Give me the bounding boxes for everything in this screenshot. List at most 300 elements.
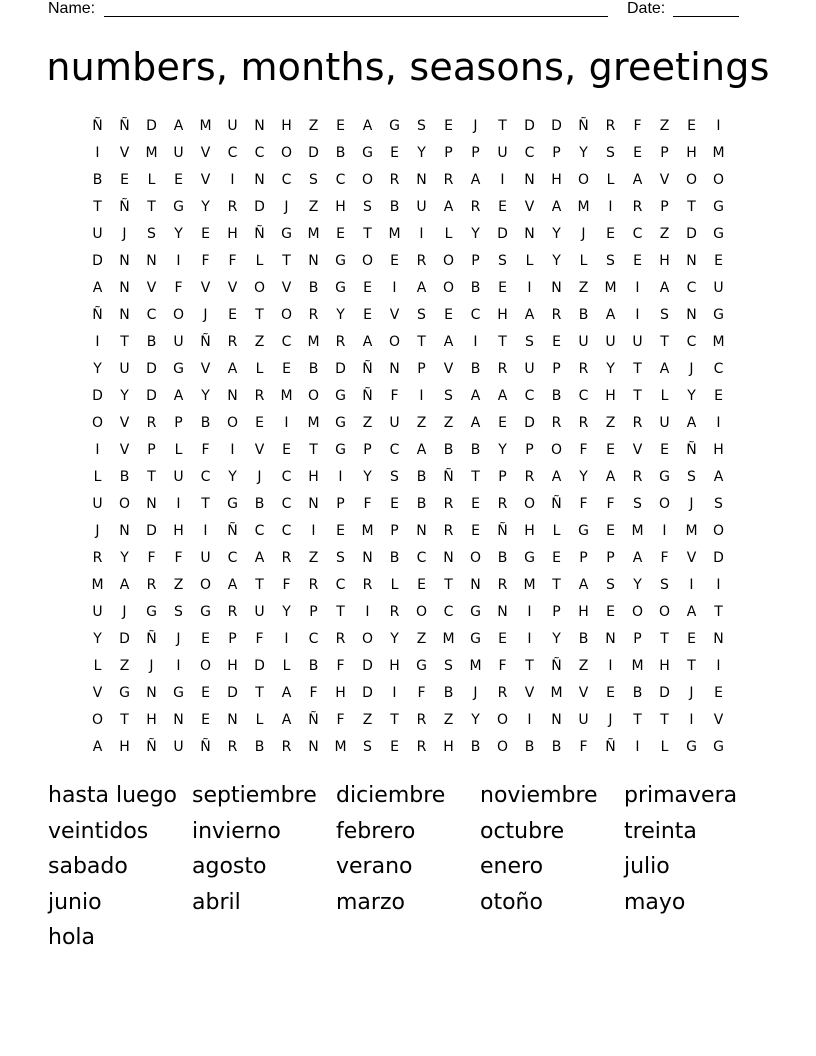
grid-letter: R: [227, 603, 238, 620]
grid-letter: D: [713, 549, 724, 566]
grid-letter: L: [390, 576, 399, 593]
grid-letter: R: [578, 414, 589, 431]
grid-letter: J: [581, 225, 586, 242]
grid-letter: H: [497, 306, 508, 323]
grid-letter: J: [689, 684, 694, 701]
grid-letter: Z: [362, 711, 373, 728]
grid-letter: P: [471, 252, 480, 269]
grid-letter: T: [363, 225, 372, 242]
grid-letter: B: [92, 171, 103, 188]
grid-letter: M: [685, 522, 698, 539]
grid-letter: A: [470, 387, 481, 404]
grid-letter: B: [389, 549, 400, 566]
grid-letter: L: [579, 252, 588, 269]
word-bank: [48, 780, 768, 958]
grid-letter: C: [443, 603, 454, 620]
grid-letter: S: [147, 225, 156, 242]
grid-letter: Ñ: [497, 522, 508, 539]
grid-letter: N: [227, 387, 238, 404]
grid-letter: T: [120, 711, 129, 728]
grid-letter: I: [203, 522, 208, 539]
grid-letter: B: [632, 684, 643, 701]
grid-letter: M: [442, 630, 455, 647]
grid-letter: B: [551, 387, 562, 404]
grid-letter: V: [119, 144, 130, 161]
grid-letter: A: [497, 387, 508, 404]
grid-letter: Z: [173, 576, 184, 593]
grid-letter: I: [608, 198, 613, 215]
grid-letter: E: [336, 117, 345, 134]
grid-letter: A: [92, 738, 103, 755]
grid-letter: M: [307, 414, 320, 431]
word-bank-item: invierno: [192, 818, 281, 844]
grid-letter: N: [686, 252, 697, 269]
grid-letter: G: [686, 738, 697, 755]
grid-letter: P: [579, 549, 588, 566]
grid-letter: O: [550, 441, 563, 458]
grid-letter: R: [146, 576, 157, 593]
grid-letter: H: [281, 117, 292, 134]
grid-letter: D: [146, 387, 157, 404]
grid-letter: C: [524, 144, 535, 161]
grid-letter: G: [659, 468, 670, 485]
grid-letter: F: [255, 630, 264, 647]
grid-letter: U: [524, 360, 535, 377]
grid-letter: A: [362, 117, 373, 134]
grid-letter: Y: [579, 468, 588, 485]
grid-letter: L: [147, 171, 156, 188]
grid-letter: S: [606, 252, 615, 269]
grid-row: [84, 112, 732, 139]
grid-letter: O: [496, 738, 509, 755]
word-bank-item: hola: [48, 925, 95, 950]
grid-letter: P: [633, 630, 642, 647]
grid-letter: D: [308, 144, 319, 161]
grid-letter: A: [173, 117, 184, 134]
grid-letter: O: [496, 711, 509, 728]
grid-letter: D: [146, 522, 157, 539]
grid-letter: O: [199, 576, 212, 593]
grid-letter: Y: [687, 387, 696, 404]
grid-letter: N: [173, 711, 184, 728]
grid-letter: P: [552, 144, 561, 161]
grid-letter: O: [118, 495, 131, 512]
grid-letter: C: [686, 333, 697, 350]
grid-letter: I: [365, 603, 370, 620]
grid-letter: R: [632, 468, 643, 485]
grid-letter: J: [149, 657, 154, 674]
grid-letter: A: [470, 414, 481, 431]
grid-letter: U: [578, 711, 589, 728]
grid-letter: M: [550, 684, 563, 701]
grid-letter: G: [389, 117, 400, 134]
grid-letter: Y: [552, 225, 561, 242]
grid-letter: N: [443, 549, 454, 566]
grid-letter: V: [713, 711, 724, 728]
grid-letter: R: [551, 306, 562, 323]
grid-letter: F: [174, 549, 183, 566]
grid-letter: G: [200, 603, 211, 620]
grid-letter: Y: [417, 144, 426, 161]
grid-letter: V: [254, 441, 265, 458]
grid-letter: Ñ: [308, 711, 319, 728]
grid-letter: I: [689, 576, 694, 593]
grid-letter: F: [336, 711, 345, 728]
grid-letter: I: [608, 657, 613, 674]
grid-row: [84, 166, 732, 193]
grid-letter: O: [712, 171, 725, 188]
grid-letter: A: [119, 576, 130, 593]
grid-letter: T: [714, 603, 723, 620]
grid-letter: A: [713, 468, 724, 485]
grid-letter: E: [390, 144, 399, 161]
grid-letter: V: [200, 171, 211, 188]
grid-letter: S: [444, 657, 453, 674]
grid-letter: V: [146, 279, 157, 296]
grid-letter: V: [578, 684, 589, 701]
grid-letter: E: [390, 738, 399, 755]
grid-letter: C: [713, 360, 724, 377]
grid-letter: S: [444, 387, 453, 404]
grid-letter: F: [336, 657, 345, 674]
grid-letter: E: [255, 414, 264, 431]
grid-letter: R: [578, 360, 589, 377]
grid-letter: V: [119, 441, 130, 458]
grid-letter: D: [254, 198, 265, 215]
grid-letter: O: [199, 657, 212, 674]
grid-letter: E: [336, 522, 345, 539]
grid-letter: V: [659, 171, 670, 188]
grid-letter: T: [660, 333, 669, 350]
grid-letter: B: [470, 360, 481, 377]
grid-letter: H: [713, 441, 724, 458]
grid-letter: F: [579, 738, 588, 755]
grid-letter: O: [631, 603, 644, 620]
grid-letter: T: [498, 333, 507, 350]
grid-letter: Ñ: [200, 738, 211, 755]
grid-letter: V: [686, 549, 697, 566]
grid-letter: E: [363, 279, 372, 296]
grid-letter: Z: [605, 414, 616, 431]
grid-row: [84, 463, 732, 490]
grid-letter: A: [173, 387, 184, 404]
grid-letter: E: [498, 630, 507, 647]
grid-letter: S: [606, 144, 615, 161]
grid-letter: R: [443, 522, 454, 539]
grid-letter: A: [686, 414, 697, 431]
grid-letter: D: [146, 360, 157, 377]
grid-letter: E: [660, 441, 669, 458]
grid-letter: A: [605, 306, 616, 323]
word-bank-item: enero: [480, 854, 544, 879]
grid-letter: Ñ: [119, 198, 130, 215]
grid-letter: E: [363, 306, 372, 323]
grid-letter: B: [200, 414, 211, 431]
word-bank-item: sabado: [48, 854, 128, 879]
name-blank-line: [104, 16, 608, 17]
grid-letter: C: [281, 468, 292, 485]
page-title: numbers, months, seasons, greetings: [46, 45, 770, 89]
grid-letter: E: [687, 630, 696, 647]
grid-letter: J: [284, 198, 289, 215]
grid-letter: Y: [498, 441, 507, 458]
grid-letter: U: [173, 468, 184, 485]
grid-letter: L: [255, 711, 264, 728]
grid-letter: P: [552, 360, 561, 377]
grid-letter: Ñ: [362, 387, 373, 404]
grid-letter: S: [633, 495, 642, 512]
grid-letter: R: [335, 333, 346, 350]
grid-letter: H: [227, 225, 238, 242]
grid-letter: P: [498, 468, 507, 485]
grid-letter: O: [415, 603, 428, 620]
grid-letter: N: [362, 549, 373, 566]
grid-letter: M: [631, 657, 644, 674]
grid-letter: I: [392, 684, 397, 701]
grid-letter: O: [388, 333, 401, 350]
grid-letter: U: [389, 414, 400, 431]
grid-letter: M: [307, 225, 320, 242]
grid-letter: Z: [362, 414, 373, 431]
grid-letter: Z: [416, 630, 427, 647]
grid-letter: Z: [578, 279, 589, 296]
grid-letter: C: [281, 522, 292, 539]
grid-letter: N: [389, 360, 400, 377]
grid-letter: R: [416, 711, 427, 728]
grid-letter: T: [282, 252, 291, 269]
grid-letter: S: [417, 117, 426, 134]
grid-letter: F: [579, 495, 588, 512]
grid-letter: Ñ: [551, 657, 562, 674]
grid-letter: U: [227, 117, 238, 134]
grid-letter: P: [147, 441, 156, 458]
grid-letter: G: [416, 657, 427, 674]
grid-letter: V: [119, 414, 130, 431]
grid-letter: O: [577, 171, 590, 188]
grid-letter: Y: [471, 711, 480, 728]
grid-letter: E: [606, 225, 615, 242]
grid-letter: B: [389, 198, 400, 215]
grid-letter: M: [712, 333, 725, 350]
grid-letter: Ñ: [551, 495, 562, 512]
grid-letter: N: [686, 306, 697, 323]
grid-letter: Y: [282, 603, 291, 620]
grid-letter: R: [389, 603, 400, 620]
grid-letter: E: [228, 306, 237, 323]
grid-letter: R: [146, 414, 157, 431]
grid-letter: O: [91, 414, 104, 431]
grid-letter: I: [419, 225, 424, 242]
grid-letter: V: [524, 684, 535, 701]
grid-letter: O: [469, 549, 482, 566]
grid-letter: M: [280, 387, 293, 404]
grid-letter: J: [176, 630, 181, 647]
grid-letter: Y: [201, 387, 210, 404]
grid-letter: P: [552, 603, 561, 620]
grid-letter: F: [390, 387, 399, 404]
grid-letter: E: [282, 441, 291, 458]
grid-letter: A: [92, 279, 103, 296]
grid-letter: P: [471, 144, 480, 161]
grid-letter: D: [362, 657, 373, 674]
grid-letter: A: [632, 171, 643, 188]
grid-letter: V: [389, 306, 400, 323]
grid-letter: A: [443, 198, 454, 215]
grid-letter: P: [228, 630, 237, 647]
grid-letter: Y: [120, 387, 129, 404]
grid-letter: R: [416, 252, 427, 269]
grid-letter: D: [254, 657, 265, 674]
grid-letter: E: [444, 306, 453, 323]
grid-letter: I: [284, 414, 289, 431]
grid-letter: R: [497, 495, 508, 512]
grid-letter: I: [716, 576, 721, 593]
grid-letter: D: [362, 684, 373, 701]
grid-letter: V: [524, 198, 535, 215]
grid-letter: B: [578, 630, 589, 647]
grid-letter: R: [551, 414, 562, 431]
grid-row: [84, 328, 732, 355]
grid-letter: P: [525, 441, 534, 458]
grid-letter: U: [713, 279, 724, 296]
grid-row: [84, 598, 732, 625]
grid-letter: P: [174, 414, 183, 431]
grid-letter: E: [606, 441, 615, 458]
grid-row: [84, 571, 732, 598]
grid-letter: O: [712, 522, 725, 539]
grid-letter: H: [146, 711, 157, 728]
grid-letter: Ñ: [578, 117, 589, 134]
grid-letter: E: [390, 252, 399, 269]
grid-letter: T: [552, 576, 561, 593]
word-bank-item: febrero: [336, 818, 416, 844]
grid-letter: C: [470, 306, 481, 323]
grid-letter: M: [361, 522, 374, 539]
grid-letter: R: [227, 333, 238, 350]
grid-letter: G: [173, 360, 184, 377]
grid-letter: C: [281, 333, 292, 350]
grid-letter: E: [471, 495, 480, 512]
grid-letter: M: [577, 198, 590, 215]
grid-letter: M: [469, 657, 482, 674]
grid-letter: Y: [552, 252, 561, 269]
grid-letter: Y: [552, 630, 561, 647]
grid-letter: H: [335, 684, 346, 701]
grid-letter: F: [228, 252, 237, 269]
grid-letter: H: [659, 252, 670, 269]
grid-letter: G: [713, 738, 724, 755]
grid-letter: D: [119, 630, 130, 647]
grid-letter: A: [659, 279, 670, 296]
grid-letter: T: [660, 630, 669, 647]
grid-letter: T: [390, 711, 399, 728]
grid-letter: O: [658, 495, 671, 512]
grid-letter: L: [255, 252, 264, 269]
grid-letter: O: [442, 279, 455, 296]
grid-letter: S: [363, 198, 372, 215]
grid-letter: L: [660, 387, 669, 404]
grid-letter: T: [417, 333, 426, 350]
word-bank-item: hasta luego: [48, 783, 178, 808]
grid-letter: T: [255, 306, 264, 323]
grid-letter: F: [201, 441, 210, 458]
grid-letter: T: [525, 657, 534, 674]
grid-letter: N: [713, 630, 724, 647]
grid-letter: B: [470, 738, 481, 755]
grid-letter: R: [632, 198, 643, 215]
grid-letter: I: [716, 414, 721, 431]
grid-letter: E: [390, 495, 399, 512]
word-bank-item: abril: [192, 889, 241, 915]
grid-letter: Ñ: [362, 360, 373, 377]
grid-letter: D: [335, 360, 346, 377]
word-bank-item: junio: [48, 889, 102, 915]
word-bank-item: marzo: [336, 889, 405, 915]
grid-letter: G: [335, 252, 346, 269]
grid-letter: N: [416, 171, 427, 188]
grid-letter: I: [527, 711, 532, 728]
grid-letter: S: [687, 468, 696, 485]
grid-letter: R: [362, 576, 373, 593]
grid-row: [84, 139, 732, 166]
grid-letter: B: [470, 279, 481, 296]
grid-letter: S: [606, 576, 615, 593]
grid-letter: E: [606, 603, 615, 620]
grid-letter: E: [201, 630, 210, 647]
grid-letter: F: [633, 117, 642, 134]
grid-letter: Ñ: [605, 738, 616, 755]
grid-letter: T: [147, 468, 156, 485]
word-bank-item: julio: [624, 854, 670, 879]
worksheet-header: [48, 0, 748, 20]
grid-letter: F: [309, 684, 318, 701]
grid-letter: E: [714, 252, 723, 269]
grid-letter: U: [416, 198, 427, 215]
grid-letter: B: [416, 495, 427, 512]
grid-letter: R: [308, 306, 319, 323]
grid-letter: T: [309, 441, 318, 458]
grid-letter: F: [606, 495, 615, 512]
grid-letter: Z: [308, 117, 319, 134]
grid-letter: R: [92, 549, 103, 566]
grid-letter: M: [388, 225, 401, 242]
word-search-grid: [84, 112, 732, 760]
grid-letter: O: [361, 171, 374, 188]
grid-letter: N: [497, 603, 508, 620]
grid-letter: F: [282, 576, 291, 593]
grid-letter: R: [497, 576, 508, 593]
grid-letter: I: [338, 468, 343, 485]
grid-letter: N: [308, 495, 319, 512]
grid-letter: E: [120, 171, 129, 188]
grid-letter: G: [524, 549, 535, 566]
grid-letter: Z: [659, 225, 670, 242]
grid-letter: A: [281, 711, 292, 728]
grid-letter: H: [686, 144, 697, 161]
grid-letter: A: [578, 576, 589, 593]
grid-letter: Ñ: [146, 630, 157, 647]
grid-letter: T: [498, 117, 507, 134]
grid-letter: V: [632, 441, 643, 458]
grid-letter: Ñ: [686, 441, 697, 458]
grid-letter: D: [524, 414, 535, 431]
grid-letter: M: [712, 144, 725, 161]
grid-letter: T: [120, 333, 129, 350]
grid-letter: N: [146, 495, 157, 512]
grid-letter: Y: [390, 630, 399, 647]
grid-letter: L: [444, 225, 453, 242]
grid-letter: A: [227, 360, 238, 377]
